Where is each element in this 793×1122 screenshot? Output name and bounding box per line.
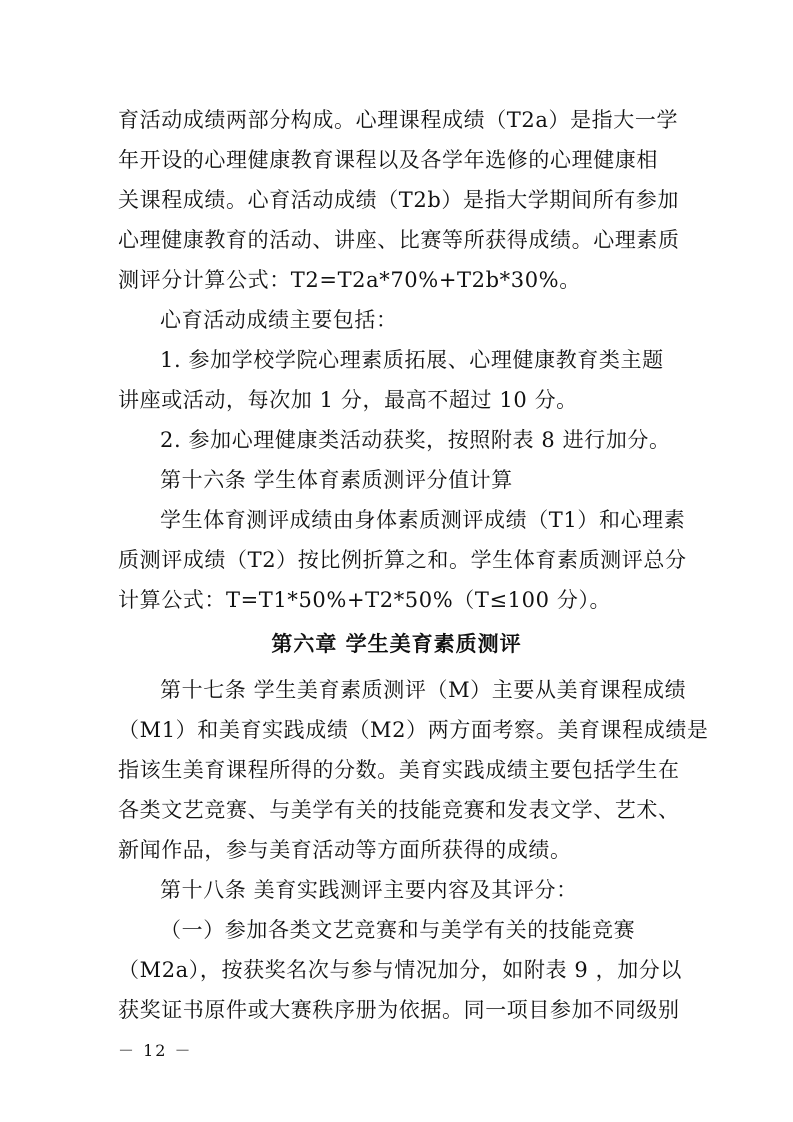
paragraph-line: 学生体育测评成绩由身体素质测评成绩（T1）和心理素 [160,508,686,532]
paragraph-line: 心育活动成绩主要包括： [160,308,398,332]
article-title: 第十六条 学生体育素质测评分值计算 [160,468,513,492]
paragraph-line: 测评分计算公式：T2=T2a*70%+T2b*30%。 [118,268,581,292]
paragraph-line: 年开设的心理健康教育课程以及各学年选修的心理健康相 [118,148,658,172]
paragraph-line: 育活动成绩两部分构成。心理课程成绩（T2a）是指大一学 [118,108,679,132]
paragraph-line: 各类文艺竞赛、与美学有关的技能竞赛和发表文学、艺术、 [118,798,680,822]
list-item: （一）参加各类文艺竞赛和与美学有关的技能竞赛 [160,918,636,942]
chapter-heading: 第六章 学生美育素质测评 [271,632,522,656]
paragraph-line: 计算公式：T=T1*50%+T2*50%（T≤100 分）。 [118,588,612,612]
paragraph-line: 质测评成绩（T2）按比例折算之和。学生体育素质测评总分 [118,548,687,572]
list-item: 2. 参加心理健康类活动获奖，按照附表 8 进行加分。 [160,428,671,452]
list-item: 1. 参加学校学院心理素质拓展、心理健康教育类主题 [160,348,664,372]
paragraph-line: （M2a），按获奖名次与参与情况加分，如附表 9 ，加分以 [118,958,682,982]
paragraph-line: 心理健康教育的活动、讲座、比赛等所获得成绩。心理素质 [118,228,680,252]
paragraph-line: （M1）和美育实践成绩（M2）两方面考察。美育课程成绩是 [118,718,709,742]
paragraph-line: 指该生美育课程所得的分数。美育实践成绩主要包括学生在 [118,758,680,782]
paragraph-line: 讲座或活动，每次加 1 分，最高不超过 10 分。 [118,388,578,412]
article-title: 第十八条 美育实践测评主要内容及其评分： [160,878,578,902]
paragraph-line: 关课程成绩。心育活动成绩（T2b）是指大学期间所有参加 [118,188,680,212]
page-number: － 12 － [118,1041,193,1060]
article-title: 第十七条 学生美育素质测评（M）主要从美育课程成绩 [160,678,687,702]
paragraph-line: 新闻作品，参与美育活动等方面所获得的成绩。 [118,838,572,862]
paragraph-line: 获奖证书原件或大赛秩序册为依据。同一项目参加不同级别 [118,998,680,1022]
